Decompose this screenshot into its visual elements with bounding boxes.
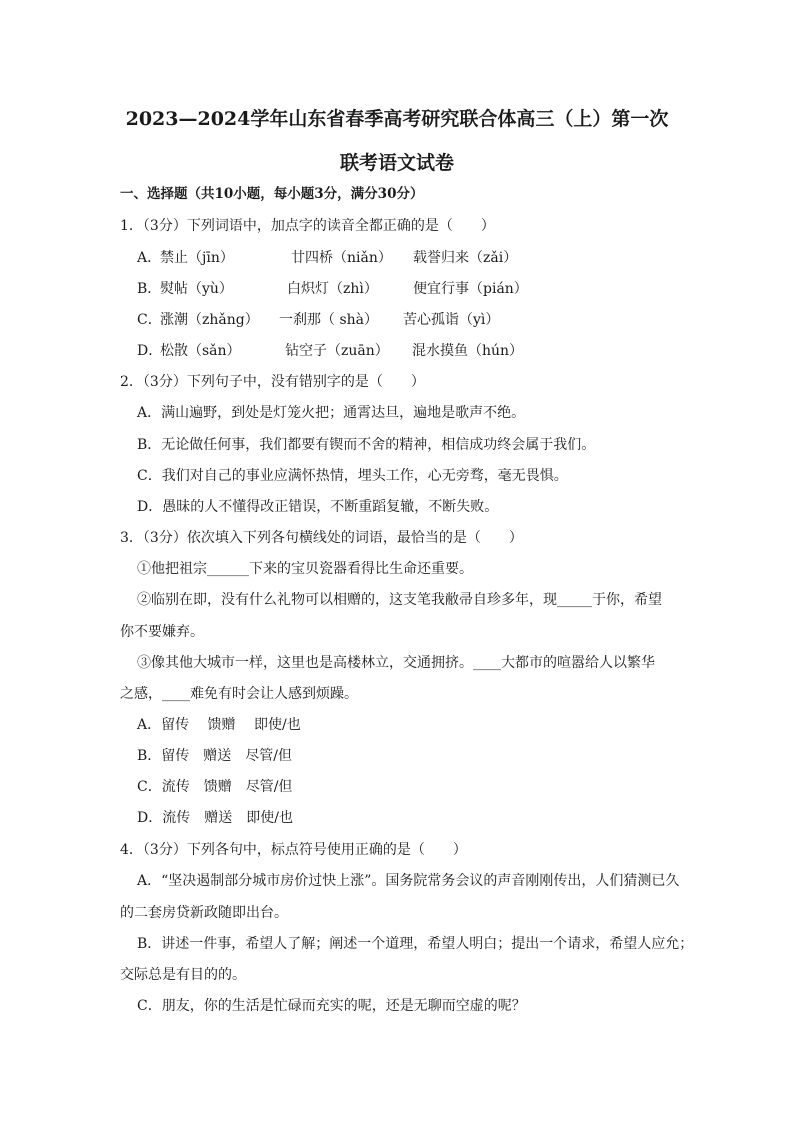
q1-option-b-item1: 熨帖（yù） xyxy=(160,281,233,297)
q4-option-c: C．朋友，你的生活是忙碌而充实的呢，还是无聊而空虚的呢？ xyxy=(137,998,526,1014)
q3-sentence1: ①他把祖宗______下来的宝贝瓷器看得比生命还重要。 xyxy=(137,561,473,577)
q3-option-b: B．留传 赠送 尽管/但 xyxy=(137,748,293,764)
q3-option-c: C．流传 馈赠 尽管/但 xyxy=(137,779,293,795)
q1-option-b xyxy=(137,279,528,299)
q4-stem: 4．（3分）下列各句中，标点符号使用正确的是（ ） xyxy=(120,842,467,858)
q1-option-c-item1: 涨潮（zhǎng） xyxy=(160,312,259,328)
q1-option-b-letter: B． xyxy=(137,281,162,297)
q2-option-b: B．无论做任何事，我们都要有锲而不舍的精神，相信成功终会属于我们。 xyxy=(137,437,596,453)
q1-option-d-letter: D． xyxy=(137,343,163,359)
q3-option-a: A．留传 馈赠 即使/也 xyxy=(137,717,301,733)
q4-option-a-line1: A．“坚决遏制部分城市房价过快上涨”。国务院常务会议的声音刚刚传出，人们猜测已久 xyxy=(137,873,680,889)
q1-option-a-item3: 载誉归来（zǎi） xyxy=(413,250,518,266)
q4-option-a-line2: 的二套房贷新政随即出台。 xyxy=(120,905,288,921)
q3-sentence2-line1: ②临别在即，没有什么礼物可以相赠的，这支笔我敝帚自珍多年，现_____于你，希望 xyxy=(137,592,662,608)
q1-option-d-item3: 混水摸鱼（hún） xyxy=(412,343,524,359)
section-heading: 一、选择题（共10小题，每小题3分，满分30分） xyxy=(120,186,424,202)
q1-option-d xyxy=(137,341,524,361)
q1-option-c xyxy=(137,310,500,330)
q2-option-c: C．我们对自己的事业应满怀热情，埋头工作，心无旁骛，毫无畏惧。 xyxy=(137,468,568,484)
q1-option-a xyxy=(137,248,518,268)
q1-stem: 1．（3分）下列词语中，加点字的读音全都正确的是（ ） xyxy=(120,218,495,234)
q3-option-d: D．流传 赠送 即使/也 xyxy=(137,810,293,826)
q3-sentence3-line2: 之感，____难免有时会让人感到烦躁。 xyxy=(120,686,358,702)
q2-option-d: D．愚昧的人不懂得改正错误，不断重蹈复辙，不断失败。 xyxy=(137,499,499,515)
q3-sentence3-line1: ③像其他大城市一样，这里也是高楼林立，交通拥挤。____大都市的喧嚣给人以繁华 xyxy=(137,655,655,671)
q1-option-c-letter: C． xyxy=(137,312,162,328)
q4-option-b-line1: B．讲述一件事，希望人了解；阐述一个道理，希望人明白；提出一个请求，希望人应允； xyxy=(137,936,694,952)
q2-stem: 2．（3分）下列句子中，没有错别字的是（ ） xyxy=(120,374,425,390)
q2-option-a: A．满山遍野，到处是灯笼火把；通霄达旦，遍地是歌声不绝。 xyxy=(137,405,526,421)
q3-stem: 3．（3分）依次填入下列各句横线处的词语，最恰当的是（ ） xyxy=(120,530,523,546)
exam-title-line1: 2023—2024学年山东省春季高考研究联合体高三（上）第一次 xyxy=(125,108,669,130)
q1-option-a-item2: 廿四桥（niǎn） xyxy=(291,250,392,266)
q1-option-c-item2: 一刹那（ shà） xyxy=(279,312,378,328)
q1-option-d-item1: 松散（sǎn） xyxy=(160,343,241,359)
q1-option-b-item3: 便宜行事（pián） xyxy=(413,281,528,297)
q1-option-d-item2: 钻空子（zuān） xyxy=(285,343,389,359)
q1-option-b-item2: 白炽灯（zhì） xyxy=(287,281,378,297)
exam-title-line2: 联考语文试卷 xyxy=(339,152,454,174)
q1-option-a-letter: A． xyxy=(137,250,162,266)
q3-sentence2-line2: 你不要嫌弃。 xyxy=(120,624,204,640)
q1-option-a-item1: 禁止（jīn） xyxy=(160,250,234,266)
q4-option-b-line2: 交际总是有目的的。 xyxy=(120,967,246,983)
q1-option-c-item3: 苦心孤诣（yì） xyxy=(403,312,500,328)
